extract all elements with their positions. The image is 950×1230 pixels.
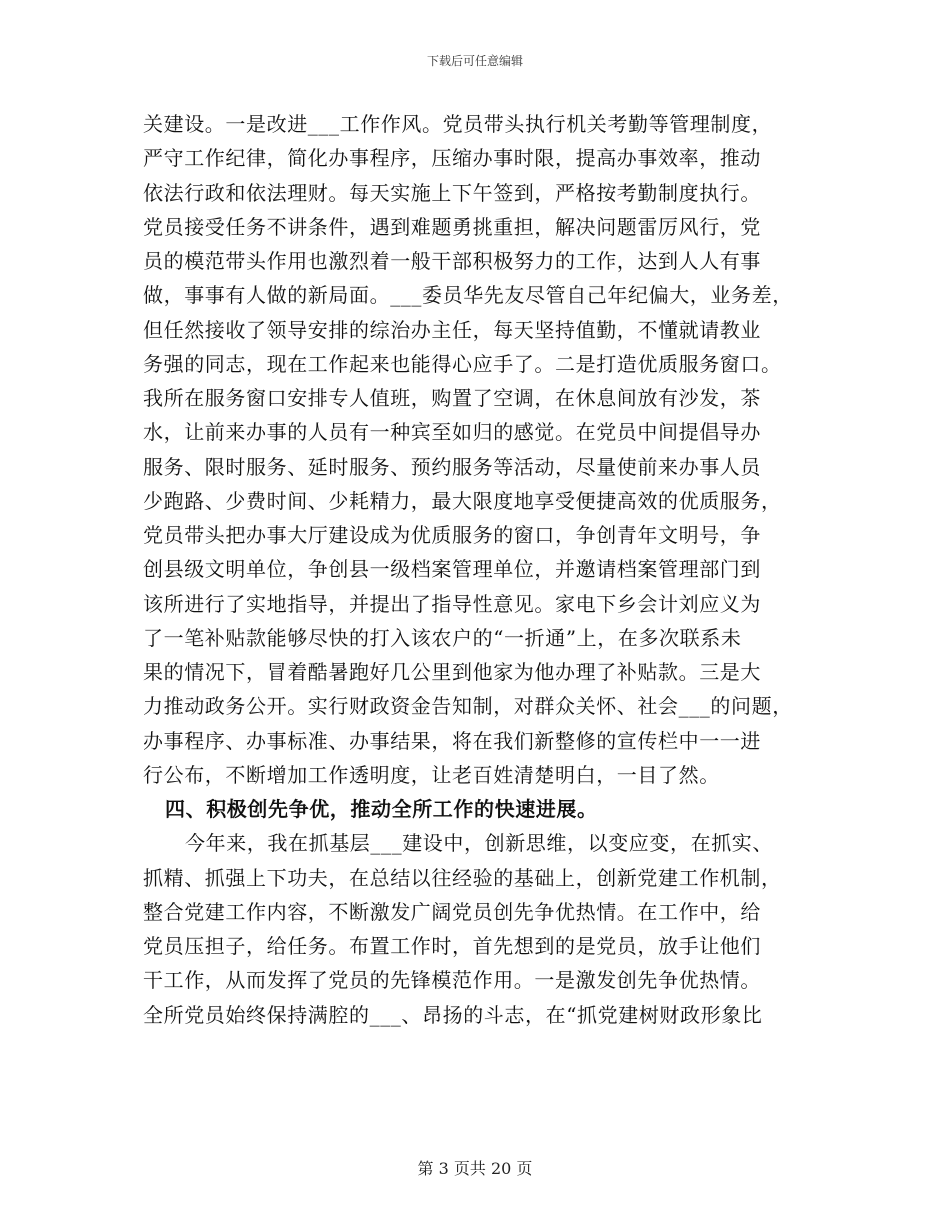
body-line: 党员接受任务不讲条件，遇到难题勇挑重担，解决问题雷厉风行，党	[143, 214, 761, 239]
body-line: 水，让前来办事的人员有一种宾至如归的感觉。在党员中间提倡导办	[143, 420, 761, 445]
section-line: 全所党员始终保持满腔的___、昂扬的斗志，在“抓党建树财政形象比	[143, 1002, 763, 1027]
body-line: 了一笔补贴款能够尽快的打入该农户的“一折通”上，在多次联系未	[143, 625, 742, 650]
body-line: 少跑路、少费时间、少耗精力，最大限度地享受便捷高效的优质服务，	[143, 488, 782, 513]
body-line: 党员带头把办事大厅建设成为优质服务的窗口，争创青年文明号，争	[143, 523, 761, 547]
section-heading: 四、积极创先争优，推动全所工作的快速进展。	[165, 797, 598, 821]
page-header: 下载后可任意编辑	[426, 54, 523, 68]
body-line: 创县级文明单位，争创县一级档案管理单位，并邀请档案管理部门到	[143, 557, 761, 582]
body-line: 该所进行了实地指导，并提出了指导性意见。家电下乡会计刘应义为	[143, 591, 761, 616]
body-line: 果的情况下，冒着酷暑跑好几公里到他家为他办理了补贴款。三是大	[143, 660, 761, 684]
body-line: 员的模范带头作用也激烈着一般干部积极努力的工作，达到人人有事	[143, 249, 761, 273]
body-line: 依法行政和依法理财。每天实施上下午签到，严格按考勤制度执行。	[143, 180, 761, 205]
body-line: 严守工作纪律，简化办事程序，压缩办事时限，提高办事效率，推动	[143, 146, 761, 171]
body-line: 力推动政务公开。实行财政资金告知制，对群众关怀、社会___的问题，	[143, 694, 793, 719]
body-line: 但任然接收了领导安排的综治办主任，每天坚持值勤，不懂就请教业	[143, 317, 761, 342]
body-line: 服务、限时服务、延时服务、预约服务等活动，尽量使前来办事人员	[143, 454, 761, 479]
section-line: 抓精、抓强上下功夫，在总结以往经验的基础上，创新党建工作机制，	[143, 865, 782, 890]
body-line: 做，事事有人做的新局面。___委员华先友尽管自己年纪偏大，业务差，	[143, 283, 793, 308]
section-line: 今年来，我在抓基层___建设中，创新思维，以变应变，在抓实、	[185, 831, 773, 856]
body-line: 关建设。一是改进___工作作风。党员带头执行机关考勤等管理制度，	[143, 112, 773, 136]
body-line: 我所在服务窗口安排专人值班，购置了空调，在休息间放有沙发，茶	[143, 386, 761, 410]
section-line: 整合党建工作内容，不断激发广阔党员创先争优热情。在工作中，给	[143, 899, 761, 924]
section-line: 党员压担子，给任务。布置工作时，首先想到的是党员，放手让他们	[143, 934, 761, 958]
body-line: 务强的同志，现在工作起来也能得心应手了。二是打造优质服务窗口。	[143, 351, 782, 376]
body-line: 行公布，不断增加工作透明度，让老百姓清楚明白，一目了然。	[143, 762, 720, 787]
section-line: 干工作，从而发挥了党员的先锋模范作用。一是激发创先争优热情。	[143, 968, 761, 993]
body-line: 办事程序、办事标准、办事结果，将在我们新整修的宣传栏中一一进	[143, 728, 761, 753]
document-body	[143, 107, 823, 1032]
page-footer: 第 3 页共 20 页	[417, 1159, 533, 1178]
